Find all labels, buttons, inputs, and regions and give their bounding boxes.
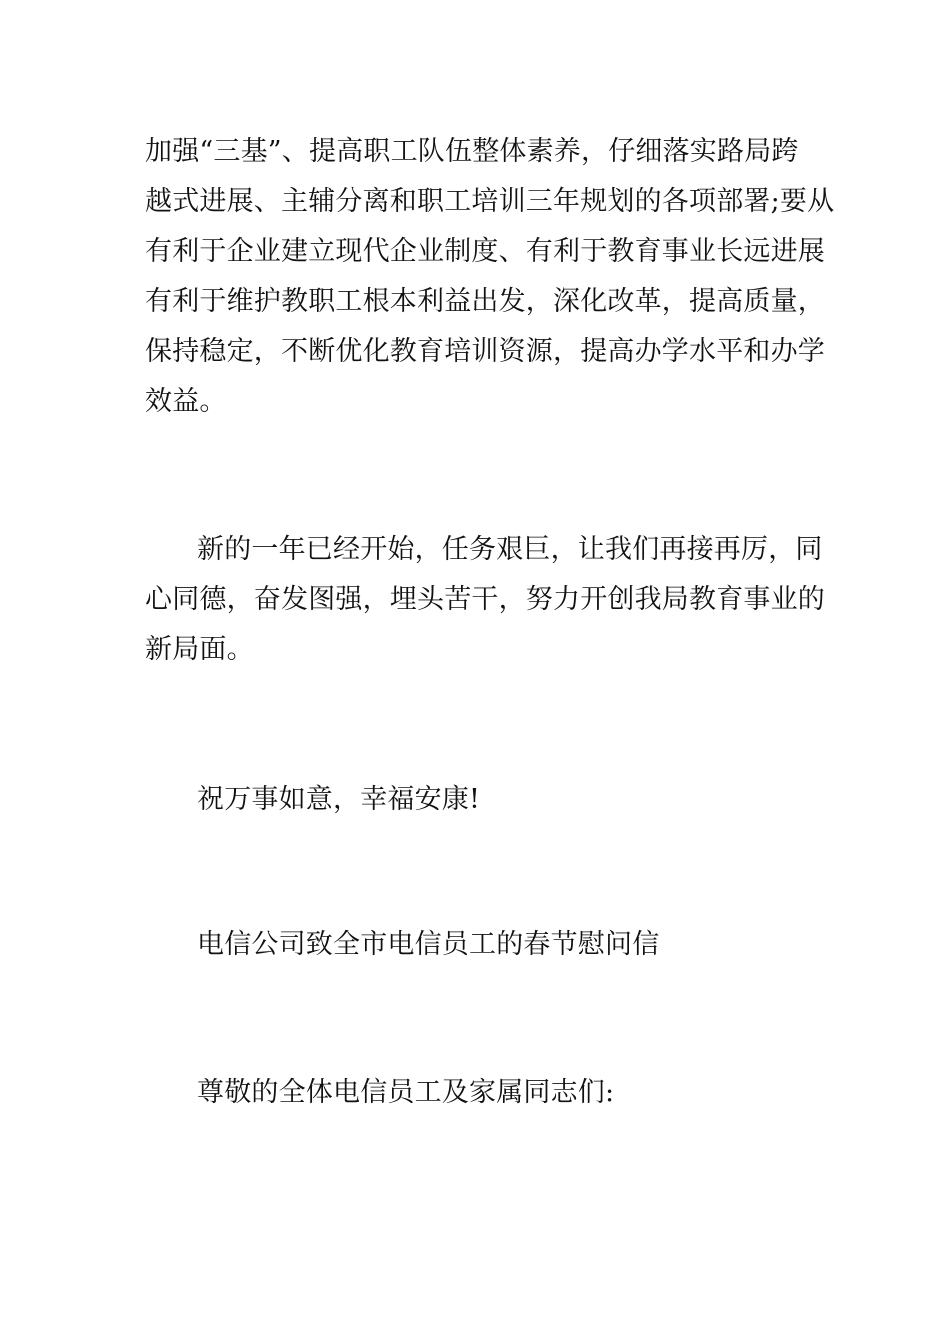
paragraph-2-line-2: 心同德，奋发图强，埋头苦干，努力开创我局教育事业的 (145, 584, 825, 615)
paragraph-1-line-1: 加强“三基”、提高职工队伍整体素养，仔细落实路局跨 (145, 136, 799, 167)
paragraph-1-line-5: 保持稳定，不断优化教育培训资源，提高办学水平和办学 (145, 336, 825, 367)
paragraph-1-line-4: 有利于维护教职工根本利益出发，深化改革，提高质量， (145, 286, 825, 317)
salutation: 尊敬的全体电信员工及家属同志们: (197, 1077, 615, 1108)
paragraph-1-line-6: 效益。 (145, 386, 227, 417)
letter-title: 电信公司致全市电信员工的春节慰问信 (197, 929, 660, 960)
paragraph-1-line-2: 越式进展、主辅分离和职工培训三年规划的各项部署;要从 (145, 186, 835, 217)
paragraph-1-line-3: 有利于企业建立现代企业制度、有利于教育事业长远进展 (145, 236, 825, 267)
paragraph-2-line-3: 新局面。 (145, 634, 254, 665)
paragraph-2-line-1: 新的一年已经开始，任务艰巨，让我们再接再厉，同 (197, 534, 823, 565)
closing-wish: 祝万事如意，幸福安康! (197, 784, 481, 815)
